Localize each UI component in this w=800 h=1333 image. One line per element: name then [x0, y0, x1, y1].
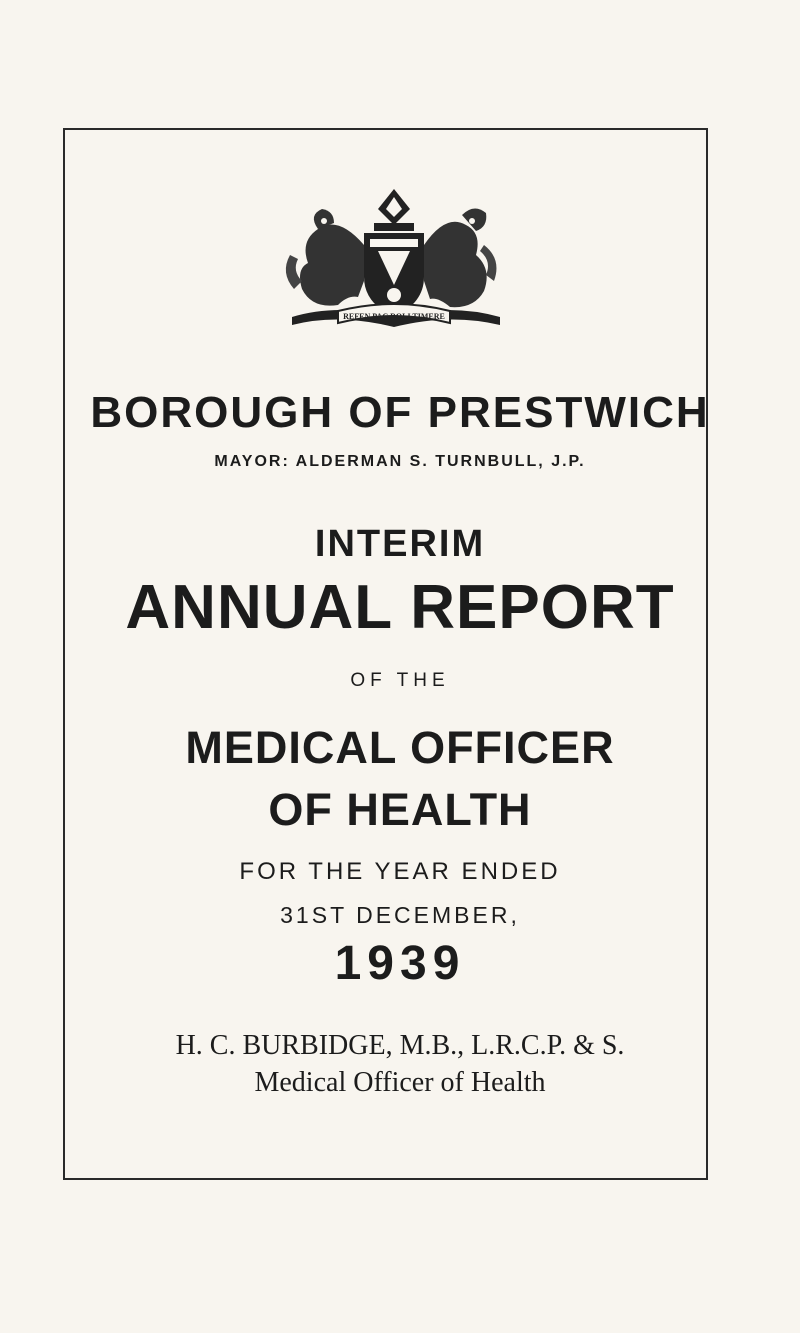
annual-report-title: ANNUAL REPORT	[125, 573, 675, 642]
report-year: 1939	[334, 937, 466, 990]
medical-officer-title: MEDICAL OFFICER	[185, 722, 615, 773]
interim-label: INTERIM	[314, 523, 486, 565]
of-health-title: OF HEALTH	[268, 784, 532, 835]
borough-title: BOROUGH OF PRESTWICH	[90, 388, 710, 437]
author-name: H. C. BURBIDGE, M.B., L.R.C.P. & S.	[175, 1030, 625, 1061]
year-ended-label: FOR THE YEAR ENDED	[239, 858, 561, 885]
of-the-label: OF THE	[350, 670, 450, 691]
svg-text:REFEN PAC ROLI TIMERE: REFEN PAC ROLI TIMERE	[343, 312, 445, 321]
report-date: 31ST DECEMBER,	[280, 902, 520, 928]
mayor-line: MAYOR: ALDERMAN S. TURNBULL, J.P.	[214, 453, 586, 470]
author-role: Medical Officer of Health	[254, 1067, 546, 1098]
coat-of-arms-icon	[278, 185, 510, 337]
